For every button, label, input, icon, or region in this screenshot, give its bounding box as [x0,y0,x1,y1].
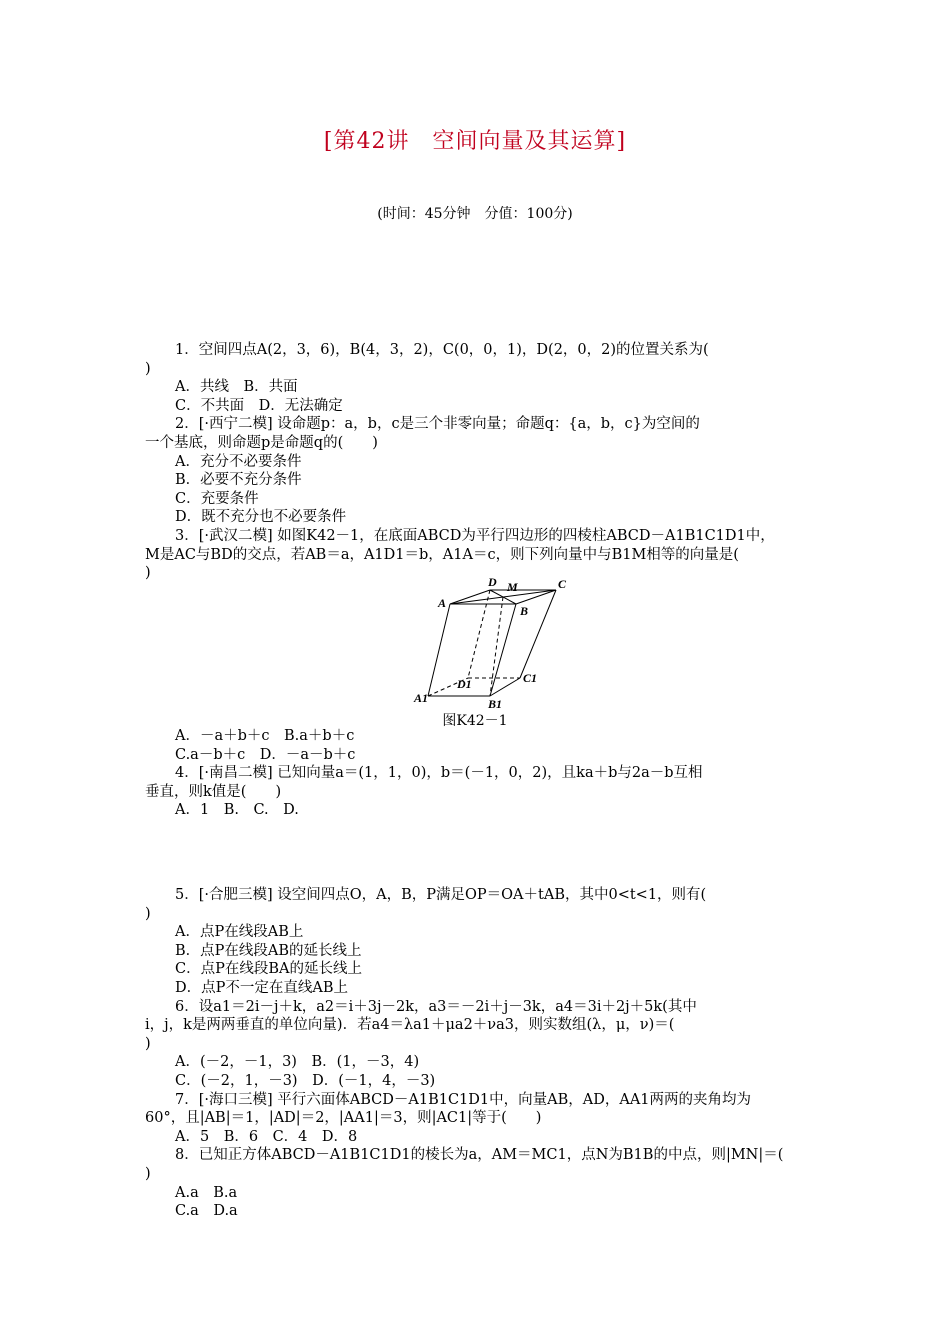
prism-figure [410,574,580,714]
label-a1: A1 [414,691,429,705]
q1-stem-end: ) [145,360,151,377]
q5-option-d: D．点P不一定在直线AB上 [175,979,349,996]
questions-3-4 [145,727,807,820]
q2-stem: 2．[·西宁二模] 设命题p：a，b，c是三个非零向量；命题q：{a，b，c}为空间的 [175,416,700,433]
q5-option-c: C．点P在线段BA的延长线上 [175,961,362,978]
time-score-info: (时间：45分钟 分值：100分) [377,206,573,222]
page-title: [第42讲 空间向量及其运算] [323,129,627,154]
q1-options-cd: C．不共面 D．无法确定 [175,397,343,414]
label-c: C [558,577,567,591]
q6-stem-cont: i，j，k是两两垂直的单位向量)．若a4＝λa1＋μa2＋νa3，则实数组(λ，μ，ν)＝( [145,1017,675,1034]
q1-options-ab: A．共线 B．共面 [175,379,298,396]
q8-stem-end: ) [145,1165,151,1182]
q7-options: A．5 B．6 C．4 D．8 [175,1128,358,1145]
q2-option-a: A．充分不必要条件 [175,453,302,470]
q3-options-cd: C.a－b＋c D．－a－b＋c [175,746,356,763]
q3-stem: 3．[·武汉二模] 如图K42－1，在底面ABCD为平行四边形的四棱柱ABCD－A1B1C1D1中， [175,527,775,544]
q3-stem-cont: M是AC与BD的交点，若AB＝a，A1D1＝b，A1A＝c，则下列向量中与B1M相等的向量是( [145,546,739,563]
label-c1: C1 [523,671,538,685]
questions-1-3 [145,341,807,583]
q5-option-b: B．点P在线段AB的延长线上 [175,942,362,959]
q3-options-ab: A．－a＋b＋c B.a＋b＋c [175,728,355,744]
label-d: D [488,575,497,589]
label-b1: B1 [488,697,503,711]
q8-stem: 8．已知正方体ABCD－A1B1C1D1的棱长为a，AM＝MC1，点N为B1B的中点，则|MN|＝( [175,1147,784,1164]
q7-stem-end: 60°，且|AB|＝1，|AD|＝2，|AA1|＝3，则|AC1|等于( ) [145,1110,542,1127]
label-a: A [438,596,447,610]
q2-option-b: B．必要不充分条件 [175,472,302,489]
q8-options-cd: C.a D.a [175,1203,238,1220]
label-b: B [520,604,529,618]
q4-stem-end: 垂直，则k值是( ) [145,783,282,800]
q1-stem: 1．空间四点A(2，3，6)，B(4，3，2)，C(0，0，1)，D(2，0，2)的位置关系为( [175,342,709,358]
q2-option-d: D．既不充分也不必要条件 [175,509,347,526]
q7-stem: 7．[·海口三模] 平行六面体ABCD－A1B1C1D1中，向量AB，AD，AA1两两的夹角均为 [175,1091,752,1108]
q6-stem: 6．设a1＝2i－j＋k，a2＝i＋3j－2k，a3＝－2i＋j－3k，a4＝3i＋2j＋5k(其中 [175,998,697,1015]
q2-stem-end: 一个基底，则命题p是命题q的( ) [145,434,378,451]
q4-options: A．1 B. C. D. [175,802,299,819]
q4-stem: 4．[·南昌二模] 已知向量a＝(1，1，0)，b＝(－1，0，2)，且ka＋b与2a－b互相 [175,765,703,782]
q6-options-cd: C．(－2，1，－3) D．(－1，4，－3) [175,1072,436,1089]
q6-stem-end: ) [145,1035,151,1052]
q6-options-ab: A．(－2，－1，3) B．(1，－3，4) [175,1054,420,1071]
q5-stem: 5．[·合肥三模] 设空间四点O，A，B，P满足OP＝OA＋tAB，其中0<t<1，则有( [175,887,707,903]
q5-option-a: A．点P在线段AB上 [175,924,304,941]
q3-stem-end: ) [145,565,151,582]
questions-5-8 [145,886,807,1221]
label-d1: D1 [457,677,472,691]
q5-stem-end: ) [145,905,151,922]
q8-options-ab: A.a B.a [175,1184,238,1201]
q2-option-c: C．充要条件 [175,490,259,507]
label-m: M [507,580,518,594]
figure-caption: 图K42－1 [442,713,508,729]
